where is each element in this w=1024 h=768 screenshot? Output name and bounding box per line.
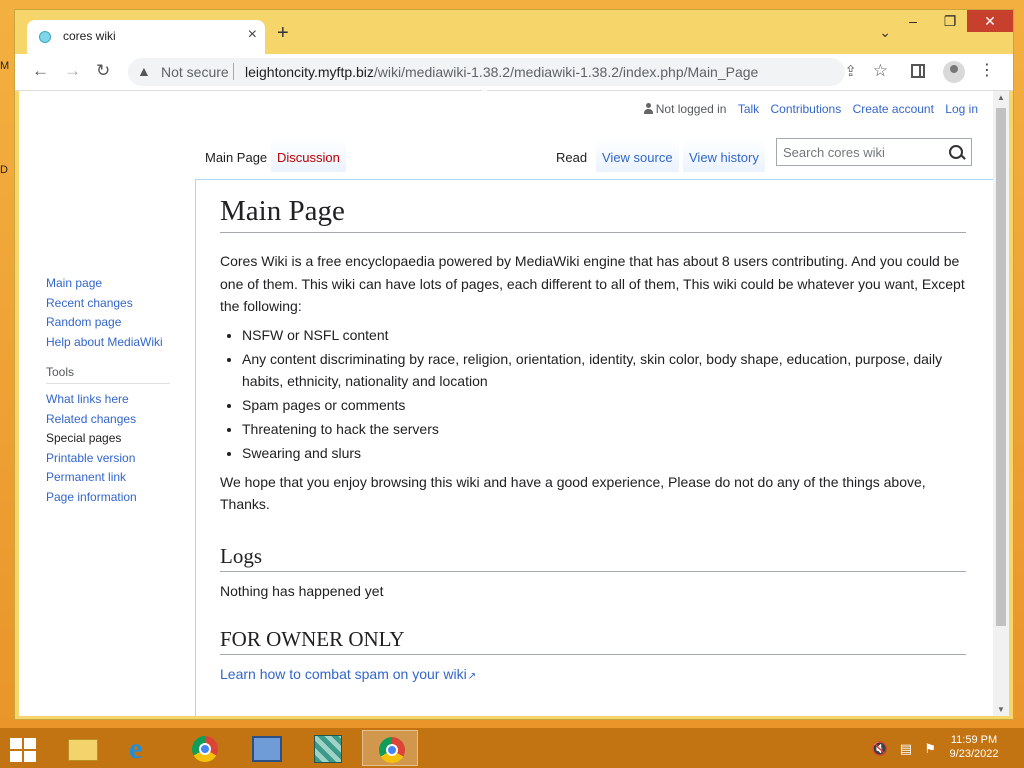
- sidebar-item-page-information[interactable]: Page information: [46, 489, 137, 504]
- omnibox-divider: [233, 63, 234, 80]
- network-icon[interactable]: ▤: [899, 741, 912, 756]
- intro-paragraph: Cores Wiki is a free encyclopaedia powered by MediaWiki engine that has about 8 users contributing. And you could be one of them. This wiki can have lots of pages, each different to all of them, This wiki could be whatever you want, Except the following:: [220, 253, 965, 314]
- search-icon[interactable]: [949, 145, 963, 159]
- sidebar-item-permanent-link[interactable]: Permanent link: [46, 470, 127, 484]
- closing-paragraph: We hope that you enjoy browsing this wiki and have a good experience, Please do not do any of the things above, Thanks.: [220, 473, 926, 512]
- address-bar[interactable]: [128, 58, 888, 86]
- scroll-down-icon[interactable]: ▼: [997, 705, 1005, 714]
- browser-toolbar: [15, 54, 1013, 91]
- control-panel-icon: [252, 736, 282, 762]
- tab-strip: [15, 10, 1013, 54]
- clock[interactable]: [934, 733, 1014, 761]
- share-icon[interactable]: ⇪: [844, 63, 857, 80]
- list-item: • Spam pages or comments: [242, 394, 966, 417]
- close-window-button[interactable]: ✕: [967, 10, 1013, 32]
- sidebar-item-help[interactable]: Help about MediaWiki: [46, 334, 163, 349]
- sidebar-item-special-pages[interactable]: Special pages: [46, 431, 122, 445]
- forward-icon[interactable]: →: [64, 61, 81, 80]
- taskbar-chrome-active[interactable]: [362, 730, 418, 766]
- sidebar: [46, 277, 196, 510]
- page-title: Main Page: [220, 194, 966, 233]
- profile-avatar-icon[interactable]: [943, 61, 965, 83]
- tab-view-source[interactable]: View source: [596, 139, 679, 172]
- list-item: • Any content discriminating by race, religion, orientation, identity, skin color, body shape, education, purpose, daily habits, ethnicity, nationality and location: [242, 348, 966, 393]
- close-tab-icon[interactable]: ×: [247, 26, 257, 43]
- logs-text: Nothing has happened yet: [220, 582, 384, 599]
- sidebar-item-main-page[interactable]: Main page: [46, 276, 103, 290]
- contributions-link[interactable]: Contributions: [770, 102, 842, 116]
- log-in-link[interactable]: Log in: [945, 102, 978, 116]
- tab-view-history[interactable]: View history: [683, 139, 765, 172]
- sidebar-item-recent-changes[interactable]: Recent changes: [46, 295, 133, 310]
- sidebar-item-related-changes[interactable]: Related changes: [46, 411, 137, 426]
- taskbar-internet-explorer[interactable]: [115, 730, 171, 766]
- url-text[interactable]: [245, 64, 758, 80]
- desktop-icon-label[interactable]: M: [0, 60, 10, 72]
- internet-explorer-icon: e: [129, 732, 143, 765]
- side-panel-icon[interactable]: [911, 64, 925, 78]
- folder-icon: [68, 739, 98, 761]
- application-icon: [314, 735, 342, 763]
- taskbar-chrome[interactable]: [176, 730, 232, 766]
- user-icon: [644, 103, 653, 114]
- url-path: /wiki/mediawiki-1.38.2/mediawiki-1.38.2/index.php/Main_Page: [373, 64, 759, 80]
- speaker-muted-icon[interactable]: 🔇: [871, 741, 888, 756]
- not-secure-label[interactable]: Not secure: [161, 64, 229, 80]
- taskbar-app[interactable]: [300, 730, 356, 766]
- desktop-icon-label[interactable]: D: [0, 164, 8, 176]
- maximize-button[interactable]: ❐: [943, 13, 957, 29]
- owner-paragraph: [220, 663, 966, 689]
- tab-discussion[interactable]: Discussion: [271, 139, 346, 172]
- browser-menu-icon[interactable]: ⋮: [979, 62, 995, 79]
- start-button[interactable]: [0, 730, 56, 766]
- reload-icon[interactable]: ↻: [96, 61, 111, 80]
- mouse-cursor-icon: [482, 86, 489, 103]
- url-host: leightoncity.myftp.biz: [245, 64, 374, 80]
- action-center-icon[interactable]: ⚑: [924, 741, 936, 756]
- tab-title: cores wiki: [63, 29, 116, 43]
- back-icon[interactable]: ←: [32, 61, 49, 80]
- sidebar-item-what-links-here[interactable]: What links here: [46, 392, 129, 406]
- rules-list: [220, 324, 966, 465]
- not-logged-in: Not logged in: [644, 102, 727, 116]
- bookmark-star-icon[interactable]: ☆: [872, 61, 888, 80]
- content-area: [195, 179, 1009, 716]
- page-viewport: [19, 91, 1009, 716]
- scroll-thumb[interactable]: [996, 108, 1006, 626]
- chrome-icon: [379, 737, 405, 763]
- talk-link[interactable]: Talk: [737, 102, 760, 116]
- chrome-icon: [192, 736, 218, 762]
- list-item: • Swearing and slurs: [242, 442, 966, 465]
- page-scrollbar[interactable]: [993, 91, 1009, 716]
- search-input[interactable]: [777, 139, 951, 165]
- content-body: [220, 194, 966, 689]
- taskbar-app[interactable]: [238, 730, 294, 766]
- clock-date: 9/23/2022: [949, 748, 999, 760]
- tab-search-icon[interactable]: ⌄: [879, 24, 891, 40]
- create-account-link[interactable]: Create account: [852, 102, 934, 116]
- warning-icon[interactable]: ▲: [137, 63, 151, 79]
- spam-help-link[interactable]: Learn how to combat spam on your wiki ↗: [220, 666, 476, 682]
- clock-time: 11:59 PM: [950, 734, 998, 746]
- tab-main-page[interactable]: Main Page: [199, 139, 273, 172]
- list-item: • Threatening to hack the servers: [242, 418, 966, 441]
- new-tab-button[interactable]: +: [277, 22, 289, 44]
- taskbar-file-explorer[interactable]: [53, 730, 109, 766]
- browser-tab[interactable]: [27, 20, 265, 54]
- scroll-up-icon[interactable]: ▲: [997, 93, 1005, 102]
- browser-window: [14, 9, 1014, 720]
- tools-heading: Tools: [46, 365, 170, 384]
- sidebar-item-random-page[interactable]: Random page: [46, 315, 122, 329]
- logs-heading: Logs: [220, 543, 966, 572]
- tab-read[interactable]: Read: [550, 139, 593, 172]
- list-item: • NSFW or NSFL content: [242, 324, 966, 347]
- taskbar: [0, 728, 1024, 768]
- favicon-icon: [39, 31, 51, 43]
- owner-heading: FOR OWNER ONLY: [220, 626, 966, 655]
- minimize-button[interactable]: –: [909, 13, 917, 29]
- wiki-search: [776, 138, 972, 166]
- personal-tools: [636, 102, 978, 116]
- sidebar-item-printable-version[interactable]: Printable version: [46, 450, 136, 465]
